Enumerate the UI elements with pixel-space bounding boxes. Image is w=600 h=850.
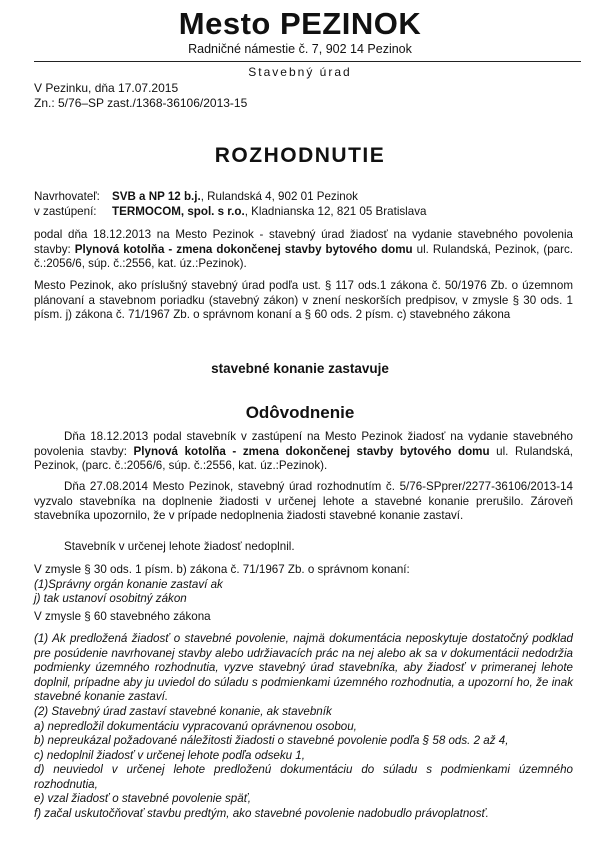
section-60-2-item-c: c) nedoplnil žiadosť v určenej lehote podľa odseku 1, bbox=[34, 748, 305, 762]
section-60-2-item-e: e) vzal žiadosť o stavebné povolenie späť, bbox=[34, 792, 252, 805]
representative-label: v zastúpení: bbox=[34, 205, 97, 218]
section-60-2-item-d: d) neuviedol v určenej lehote predloženú dokumentáciu do súladu s podmienkami územného rozhodnutia, bbox=[34, 763, 573, 791]
section-60-2-item-f: f) začal uskutočňovať stavbu predtým, ako stavebné povolenie nadobudlo právoplatnosť. bbox=[34, 806, 489, 820]
section-60-heading: V zmysle § 60 stavebného zákona bbox=[34, 610, 211, 623]
building-name: Plynová kotolňa - zmena dokončenej stavby bytového domu bbox=[74, 242, 413, 256]
authority-paragraph: Mesto Pezinok, ako príslušný stavebný úrad podľa ust. § 117 ods.1 zákona č. 50/1976 Zb. o územnom plánovaní a stavebnom poriadku (stavebný zákon) v znení neskorších predpisov, v zmysle § 30 ods. 1 písm. j) zákona č. 71/1967 Zb. o správnom konaní a § 60 ods. 2 písm. c) stavebného zákona bbox=[34, 279, 573, 321]
representative-name: TERMOCOM, spol. s r.o. bbox=[112, 205, 245, 218]
office-name: Stavebný úrad bbox=[248, 65, 352, 79]
reference-number: Zn.: 5/76–SP zast./1368-36106/2013-15 bbox=[34, 96, 248, 110]
application-text: podal dňa 18.12.2013 na Mesto Pezinok - stavebný úrad žiadosť na vydanie stavebného povolenia stavby: bbox=[34, 228, 573, 256]
city-address: Radničné námestie č. 7, 902 14 Pezinok bbox=[188, 42, 412, 56]
section-30-line-2: j) tak ustanoví osobitný zákon bbox=[34, 592, 187, 605]
reasoning-1-location: ul. Rulandská, Pezinok, (parc. č.:2056/6, súp. č.:2556, kat. úz.:Pezinok). bbox=[34, 444, 573, 472]
reasoning-paragraph-2: Dňa 27.08.2014 Mesto Pezinok, stavebný úrad rozhodnutím č. 5/76-SPprer/2277-36106/2013-14 vyzvalo stavebníka na doplnenie žiadosti v určenej lehote a stavebné konanie prerušilo. Zároveň stavebníka upozornilo, že v prípade nedoplnenia žiadosti stavebné konanie zastaví. bbox=[34, 480, 573, 522]
section-60-paragraph-2 bbox=[34, 705, 573, 821]
representative-address: , Kladnianska 12, 821 05 Bratislava bbox=[244, 205, 427, 218]
section-60-2-item-b: b) nepreukázal požadované náležitosti žiadosti o stavebné povolenie podľa § 58 ods. 2 až 4, bbox=[34, 734, 509, 747]
section-60-2-heading: (2) Stavebný úrad zastaví stavebné konanie, ak stavebník bbox=[34, 705, 332, 718]
reasoning-1-text: Dňa 18.12.2013 podal stavebník v zastúpení na Mesto Pezinok žiadosť na vydanie stavebného povolenia stavby: bbox=[34, 430, 573, 458]
section-30-block bbox=[34, 563, 573, 607]
section-30-heading: V zmysle § 30 ods. 1 písm. b) zákona č. 71/1967 Zb. o správnom konaní: bbox=[34, 563, 410, 576]
applicant-line bbox=[34, 190, 358, 205]
header-divider bbox=[34, 61, 581, 62]
decision-title: ROZHODNUTIE bbox=[214, 144, 386, 167]
applicant-address: , Rulandská 4, 902 01 Pezinok bbox=[200, 190, 358, 203]
decision-statement: stavebné konanie zastavuje bbox=[211, 361, 389, 376]
reasoning-paragraph-1 bbox=[34, 430, 573, 474]
applicant-name: SVB a NP 12 b.j. bbox=[112, 190, 201, 203]
application-paragraph bbox=[34, 228, 573, 272]
building-location: ul. Rulandská, Pezinok, (parc. č.:2056/6, súp. č.:2556, kat. úz.:Pezinok). bbox=[34, 242, 573, 270]
reasoning-title: Odôvodnenie bbox=[245, 403, 355, 422]
city-title: Mesto PEZINOK bbox=[178, 6, 422, 41]
section-30-line-1: (1)Správny orgán konanie zastaví ak bbox=[34, 577, 223, 591]
applicant-label: Navrhovateľ: bbox=[34, 190, 100, 203]
reasoning-paragraph-3: Stavebník v určenej lehote žiadosť nedoplnil. bbox=[64, 540, 295, 553]
reasoning-1-building: Plynová kotolňa - zmena dokončenej stavby bytového domu bbox=[133, 444, 490, 458]
section-60-paragraph-1: (1) Ak predložená žiadosť o stavebné povolenie, najmä dokumentácia neposkytuje dostatočný podklad pre posúdenie navrhovanej stavby alebo udržiavacích prác na nej alebo ak sa v dokumentácii nedodržia podmienky územného rozhodnutia, vyzve stavebný úrad stavebníka, aby žiadosť v primeranej lehote doplnil, prípadne aby ju uviedol do súladu s podmienkami územného rozhodnutia, a upozorní ho, že inak stavebné konanie zastaví. bbox=[34, 632, 573, 703]
date-line: V Pezinku, dňa 17.07.2015 bbox=[34, 81, 179, 95]
representative-line bbox=[34, 205, 426, 220]
section-60-2-item-a: a) nepredložil dokumentáciu vypracovanú oprávnenou osobou, bbox=[34, 719, 357, 733]
